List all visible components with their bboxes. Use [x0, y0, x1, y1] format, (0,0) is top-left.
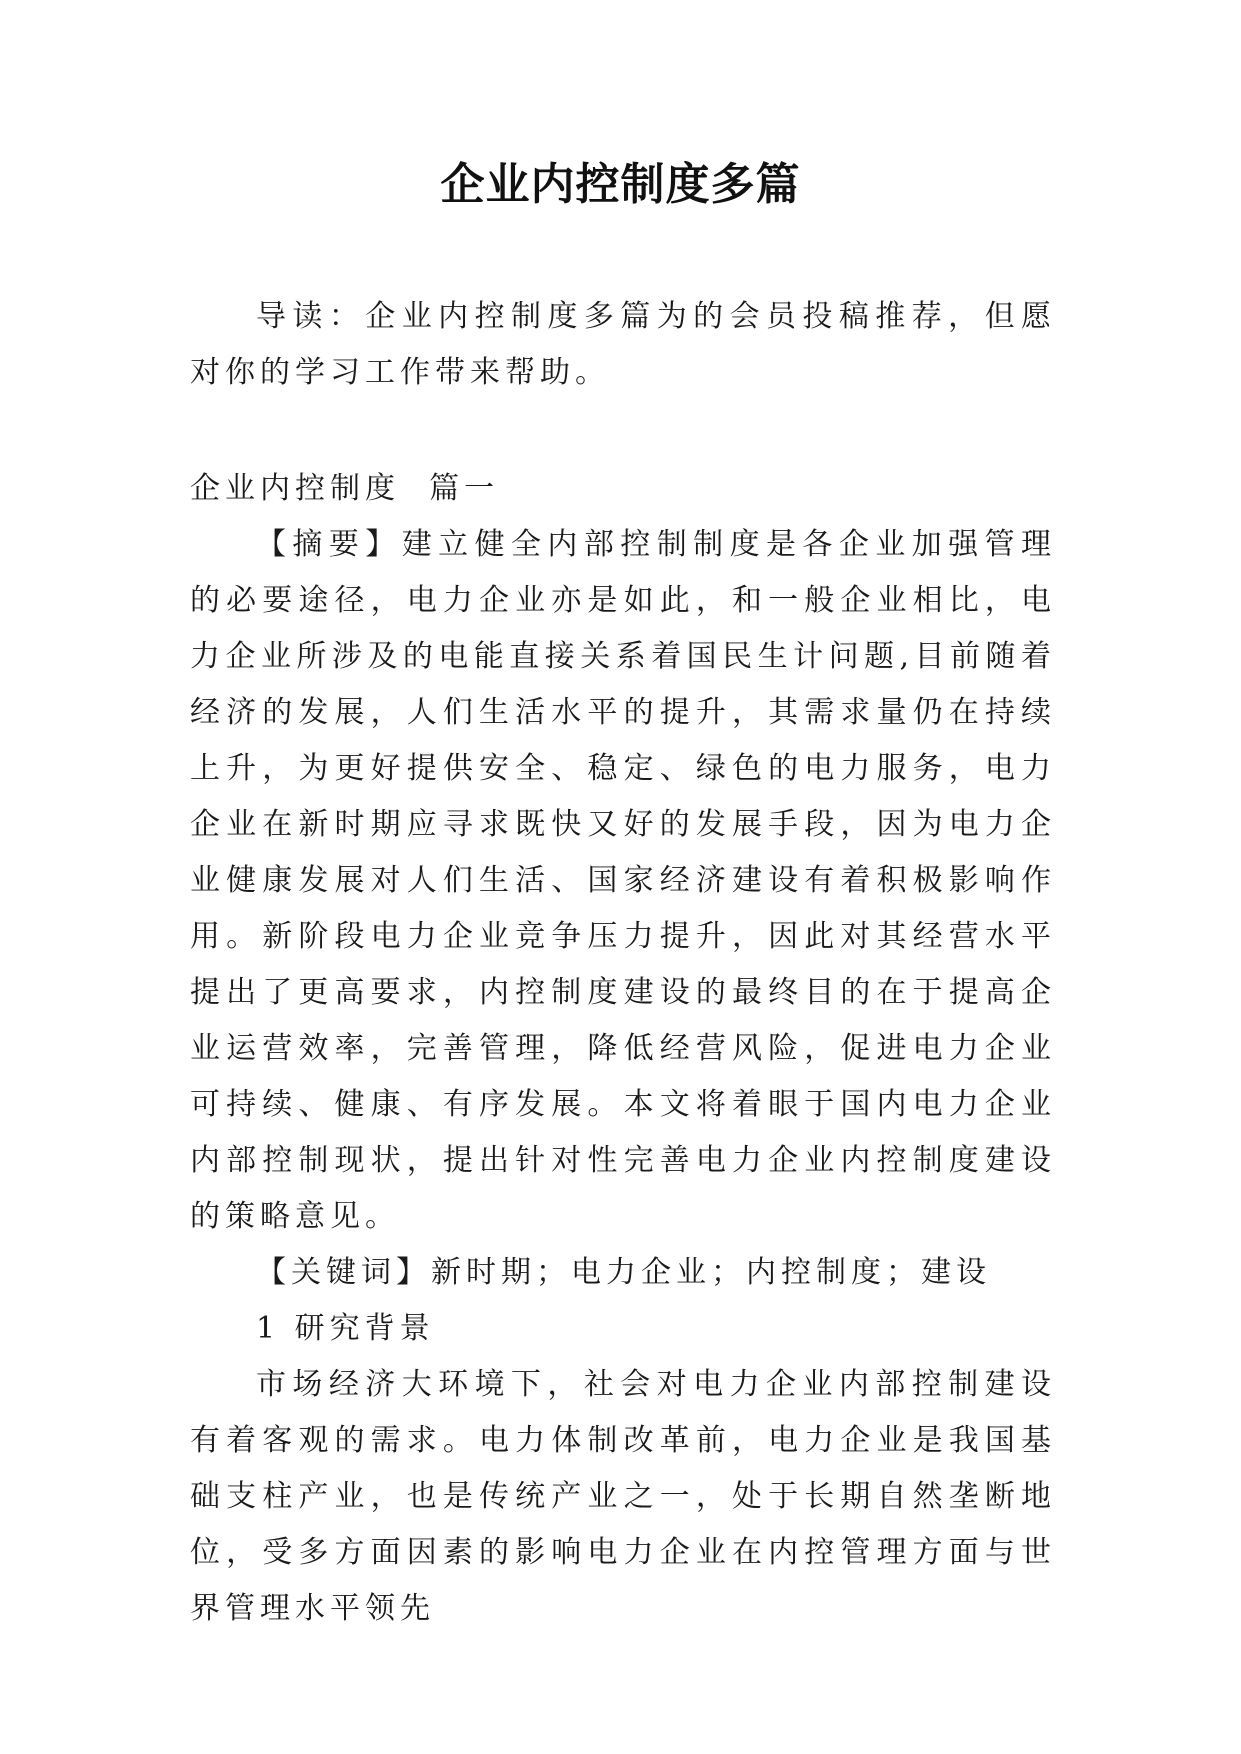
- intro-paragraph: 导读：企业内控制度多篇为的会员投稿推荐，但愿对你的学习工作带来帮助。: [190, 299, 1056, 390]
- intro-block: [190, 289, 1056, 401]
- body-paragraph: 市场经济大环境下，社会对电力企业内部控制建设有着客观的需求。电力体制改革前，电力企业是我国基础支柱产业，也是传统产业之一，处于长期自然垄断地位，受多方面因素的影响电力企业在内控管理方面与世界管理水平领先: [190, 1367, 1056, 1626]
- abstract-paragraph: 【摘要】建立健全内部控制制度是各企业加强管理的必要途径，电力企业亦是如此，和一般企业相比，电力企业所涉及的电能直接关系着国民生计问题,目前随着经济的发展，人们生活水平的提升，其需求量仍在持续上升，为更好提供安全、稳定、绿色的电力服务，电力企业在新时期应寻求既快又好的发展手段，因为电力企业健康发展对人们生活、国家经济建设有着积极影响作用。新阶段电力企业竞争压力提升，因此对其经营水平提出了更高要求，内控制度建设的最终目的在于提高企业运营效率，完善管理，降低经营风险，促进电力企业可持续、健康、有序发展。本文将着眼于国内电力企业内部控制现状，提出针对性完善电力企业内控制度建设的策略意见。: [190, 527, 1056, 1234]
- section-heading: 企业内控制度 篇一: [190, 471, 500, 506]
- section-subheading: 1 研究背景: [256, 1311, 435, 1346]
- body-block: [190, 461, 1056, 1637]
- document-title: 企业内控制度多篇: [440, 159, 801, 210]
- keywords-line: 【关键词】新时期；电力企业；内控制度；建设: [256, 1255, 991, 1290]
